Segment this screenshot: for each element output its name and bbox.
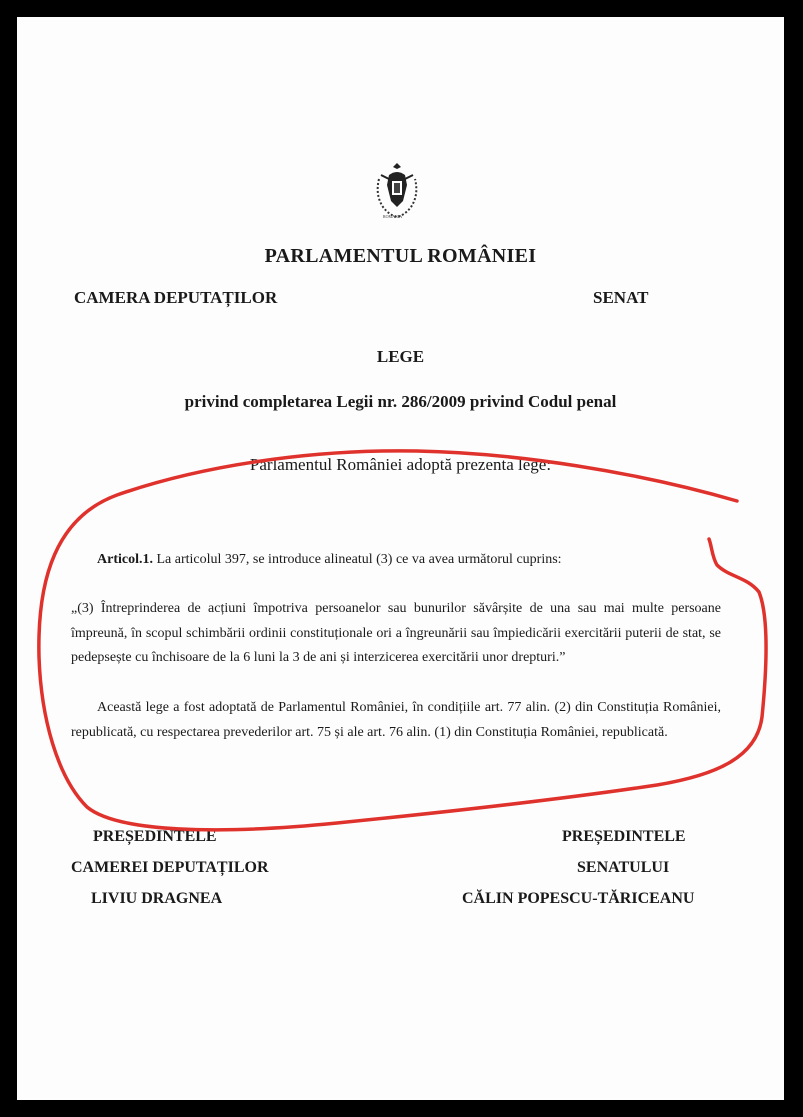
adoption-note: Această lege a fost adoptată de Parlamentul României, în condițiile art. 77 alin. (2) din Constituția României, republicată, cu respectarea prevederilor art. 75 și ale art. 76 alin. (1) din Constituția României, republicată.	[71, 700, 721, 740]
law-subject-title: privind completarea Legii nr. 286/2009 privind Codul penal	[184, 392, 617, 411]
senate-heading: SENAT	[593, 288, 649, 307]
article-label: Articol.1.	[97, 552, 153, 567]
signature-left-name: LIVIU DRAGNEA	[91, 890, 223, 907]
parliament-heading: PARLAMENTUL ROMÂNIEI	[264, 245, 537, 267]
preamble: Parlamentul României adoptă prezenta lege:	[249, 455, 552, 474]
article-intro: La articolul 397, se introduce alineatul (3) ce va avea următorul cuprins:	[156, 552, 562, 567]
signature-right-name: CĂLIN POPESCU-TĂRICEANU	[462, 890, 695, 907]
signature-left-body: CAMEREI DEPUTAȚILOR	[71, 859, 269, 876]
document-type-title: LEGE	[376, 347, 425, 366]
document-page	[17, 17, 784, 1100]
red-ink-stroke	[39, 451, 766, 830]
signature-right-body: SENATULUI	[577, 859, 670, 876]
chamber-deputies-heading: CAMERA DEPUTAȚILOR	[74, 288, 278, 307]
crest-caption: ROMANIA	[383, 214, 403, 219]
article-quoted-text: „(3) Întreprinderea de acțiuni împotriva persoanelor sau bunurilor săvârșite de una sau mai multe persoane împreună, în scopul schimbării ordinii constituționale ori a îngreunării sau împiedicării exercitării puterii de stat, se pedepsește cu închisoare de la 6 luni la 3 de ani și interzicerea exercitării unor drepturi.”	[71, 601, 721, 665]
signature-left-title: PREȘEDINTELE	[93, 828, 217, 845]
red-annotation-circle	[17, 17, 784, 1100]
signature-right-title: PREȘEDINTELE	[562, 828, 686, 845]
